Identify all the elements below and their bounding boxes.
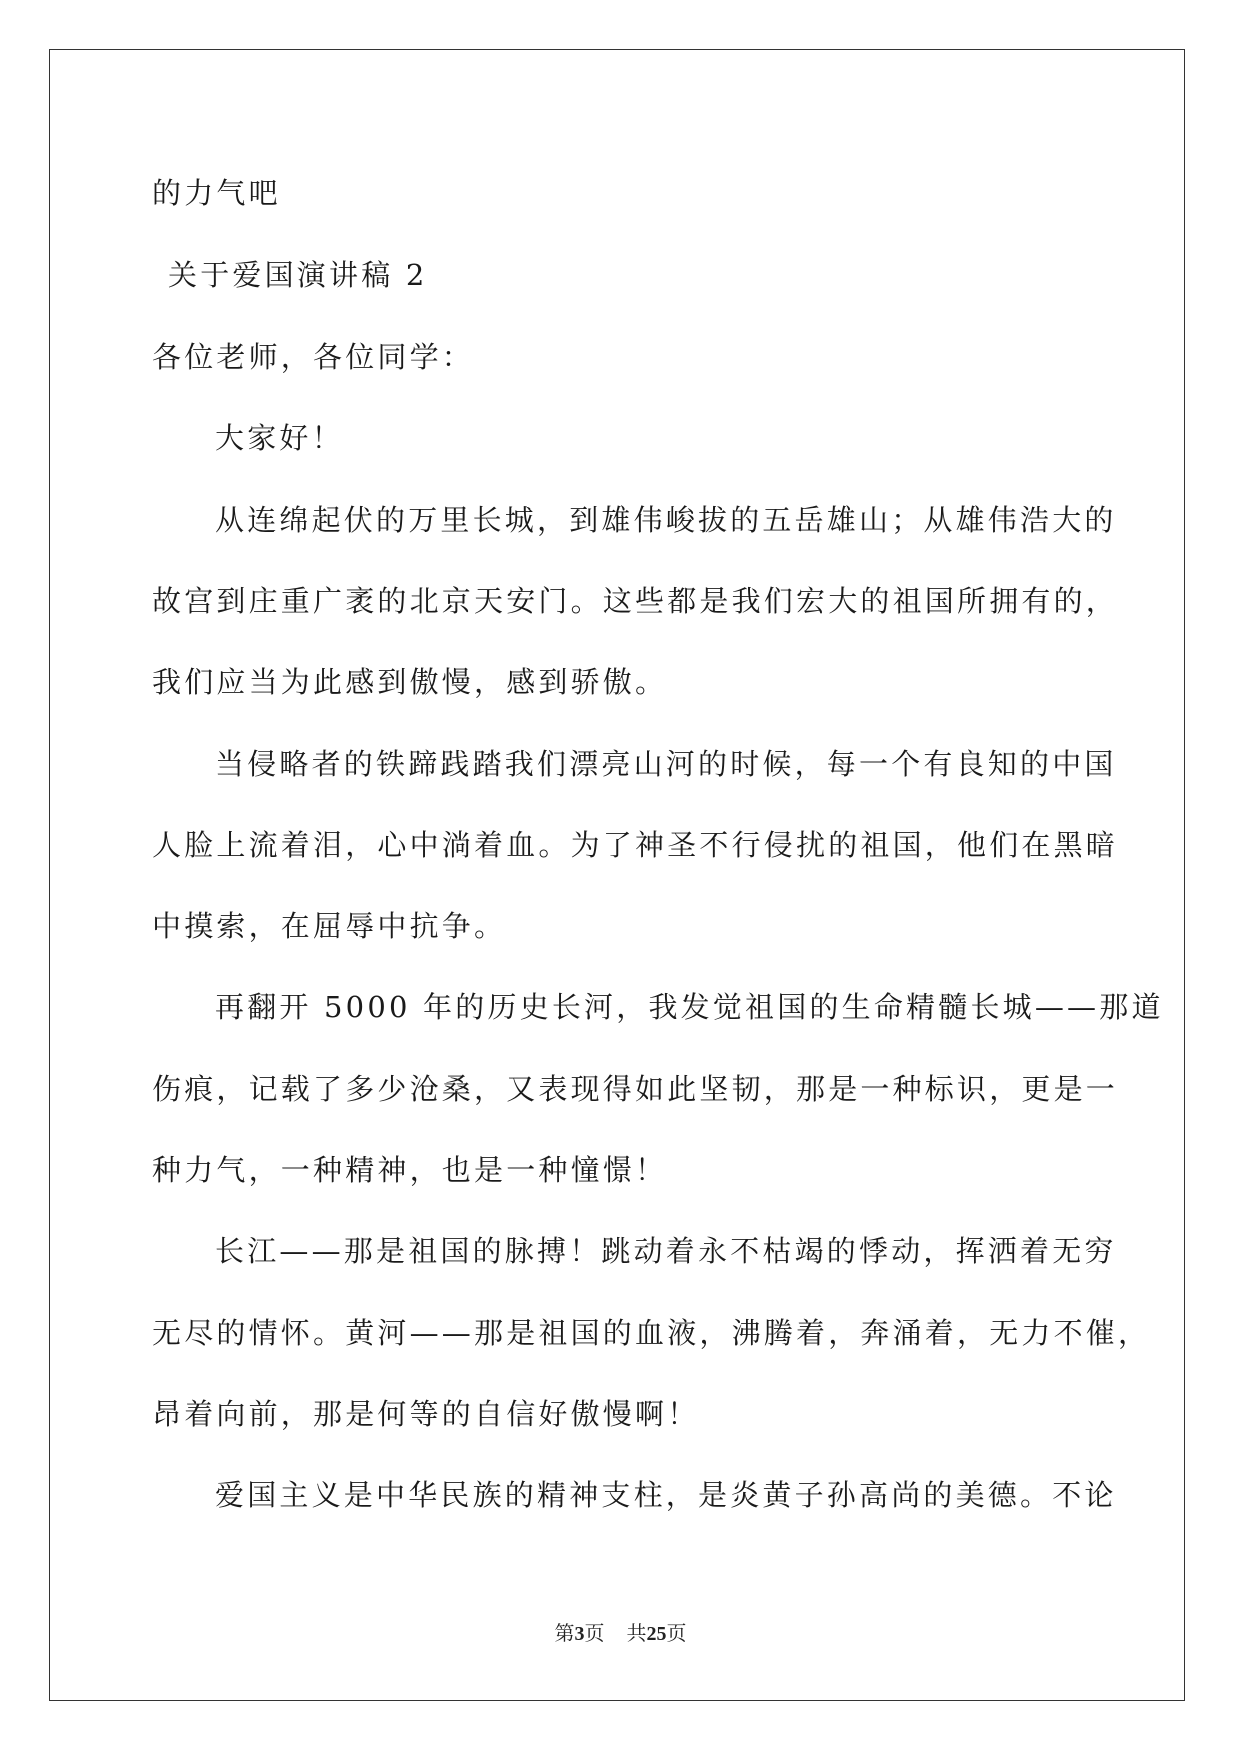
text-line: 爱国主义是中华民族的精神支柱，是炎黄子孙高尚的美德。不论 <box>215 1478 1117 1512</box>
text-line: 中摸索，在屈辱中抗争。 <box>152 909 507 943</box>
text-line: 种力气，一种精神，也是一种憧憬！ <box>152 1153 668 1187</box>
text-line: 故宫到庄重广袤的北京天安门。这些都是我们宏大的祖国所拥有的， <box>152 584 1119 618</box>
total-suffix: 页 <box>666 1623 687 1645</box>
section-title: 关于爱国演讲稿 2 <box>168 258 428 292</box>
text-line: 人脸上流着泪，心中淌着血。为了神圣不行侵扰的祖国，他们在黑暗 <box>152 828 1119 862</box>
text-line: 长江——那是祖国的脉搏！跳动着永不枯竭的悸动，挥洒着无穷 <box>215 1234 1117 1268</box>
text-line: 伤痕，记载了多少沧桑，又表现得如此坚韧，那是一种标识，更是一 <box>152 1072 1119 1106</box>
text-line: 我们应当为此感到傲慢，感到骄傲。 <box>152 665 668 699</box>
text-line: 无尽的情怀。黄河——那是祖国的血液，沸腾着，奔涌着，无力不催， <box>152 1316 1151 1350</box>
page-footer <box>0 1622 1241 1646</box>
greeting: 大家好！ <box>215 421 344 455</box>
page-prefix: 第 <box>554 1623 575 1645</box>
page-suffix: 页 <box>584 1623 605 1645</box>
salutation: 各位老师，各位同学： <box>152 340 475 374</box>
total-prefix: 共 <box>626 1623 647 1645</box>
text-line: 昂着向前，那是何等的自信好傲慢啊！ <box>152 1397 700 1431</box>
text-line: 的力气吧 <box>152 176 281 210</box>
total-pages-number: 25 <box>646 1623 667 1645</box>
current-page-number: 3 <box>574 1623 585 1645</box>
text-line: 再翻开 5000 年的历史长河，我发觉祖国的生命精髓长城——那道 <box>215 990 1164 1024</box>
text-line: 从连绵起伏的万里长城，到雄伟峻拔的五岳雄山；从雄伟浩大的 <box>215 503 1117 537</box>
page-border <box>49 49 1185 1701</box>
text-line: 当侵略者的铁蹄践踏我们漂亮山河的时候，每一个有良知的中国 <box>215 747 1117 781</box>
